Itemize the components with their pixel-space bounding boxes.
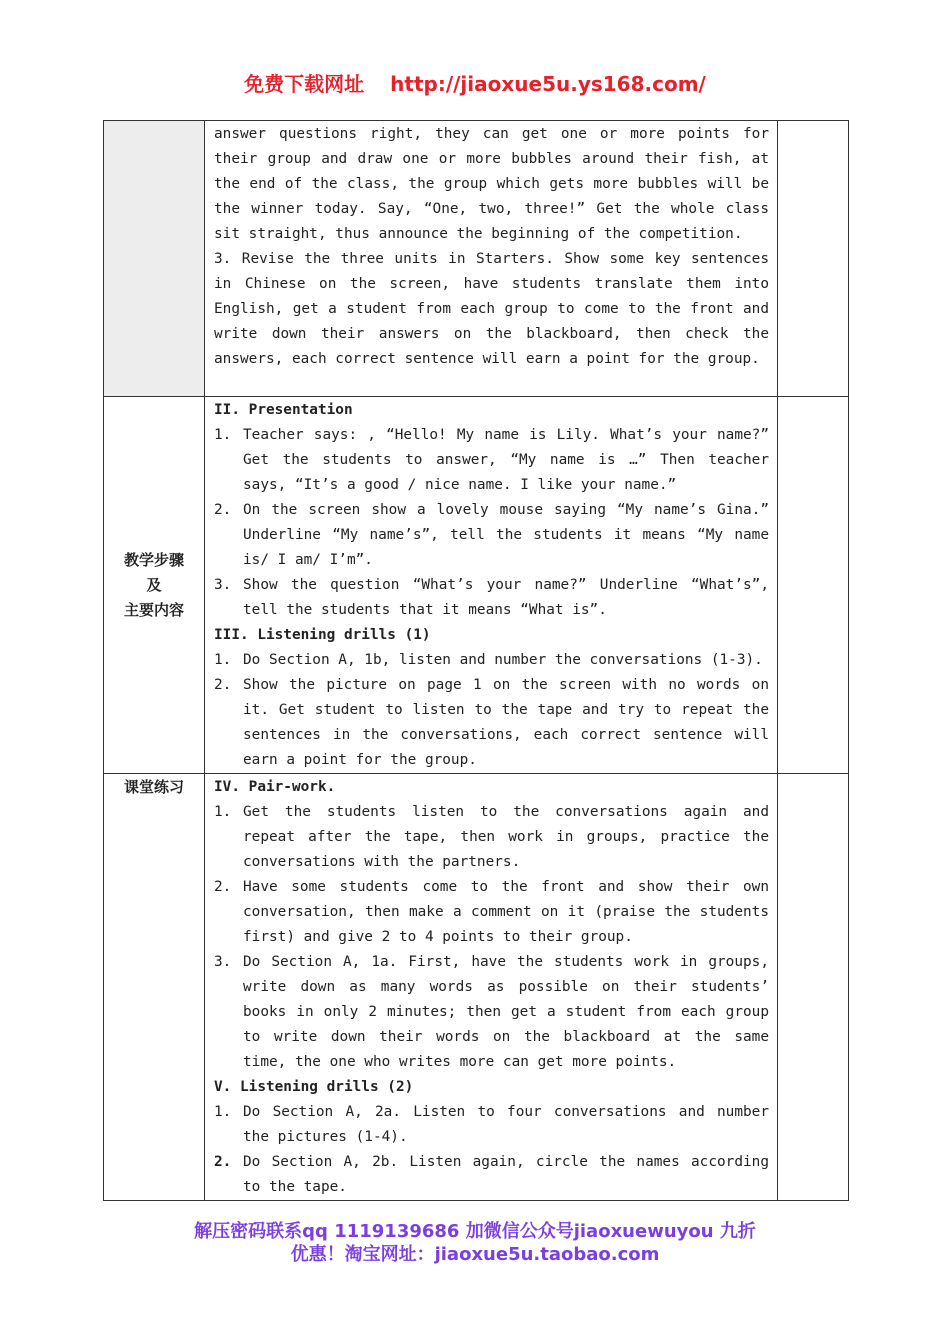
item-number: 3. <box>214 577 232 593</box>
item-text: Teacher says: , “Hello! My name is Lily. What’s your name?” Get the students to answer, “My name is …” Then teacher says, “It’s a good / nice name. I like your name.” <box>243 427 769 493</box>
notes-cell <box>778 774 849 1201</box>
list-item <box>214 1100 769 1150</box>
item-number: 3. <box>214 954 232 970</box>
item-text: Have some students come to the front and show their own conversation, then make a comment on it (praise the students first) and give 2 to 4 points to their group. <box>243 879 769 945</box>
main-cell <box>205 397 778 774</box>
item-text: Show the question “What’s your name?” Underline “What’s”, tell the students that it means “What is”. <box>243 577 769 618</box>
item-text: Do Section A, 1b, listen and number the conversations (1-3). <box>243 652 763 668</box>
item-text: Show the picture on page 1 on the screen with no words on it. Get student to listen to the tape and try to repeat the sentences in the conversations, each correct sentence will earn a point for the group. <box>243 677 769 768</box>
list-item <box>214 800 769 875</box>
table-row <box>104 774 849 1201</box>
header-label: 免费下载网址 <box>244 72 365 96</box>
section-heading: IV. Pair-work. <box>214 779 336 795</box>
section-label-line: 教学步骤 <box>123 550 184 569</box>
item-number: 1. <box>214 804 232 820</box>
table-row <box>104 397 849 774</box>
page-header <box>0 68 950 97</box>
header-url-link[interactable]: http://jiaoxue5u.ys168.com/ <box>390 72 706 96</box>
list-item <box>214 1150 769 1200</box>
notes-cell <box>778 121 849 397</box>
item-number: 1. <box>214 427 232 443</box>
item-number: 1. <box>214 652 232 668</box>
lesson-plan-table <box>103 120 849 1201</box>
section-heading: V. Listening drills (2) <box>214 1079 414 1095</box>
item-number: 2. <box>214 1154 232 1170</box>
section-label <box>104 548 204 623</box>
item-number: 2. <box>214 677 232 693</box>
table-row <box>104 121 849 397</box>
section-heading: II. Presentation <box>214 402 353 418</box>
item-text: Do Section A, 2b. Listen again, circle the names according to the tape. <box>243 1154 769 1195</box>
list-item <box>214 875 769 950</box>
item-number: 2. <box>214 879 232 895</box>
item-number: 1. <box>214 1104 232 1120</box>
list-item <box>214 673 769 773</box>
list-item <box>214 950 769 1075</box>
paragraph: answer questions right, they can get one or more points for their group and draw one or more bubbles around their fish, at the end of the class, the group which gets more bubbles will be the winner today. Say, “One, two, three!” Get the whole class sit straight, thus announce the beginning of the competition. <box>214 126 769 242</box>
list-item <box>214 573 769 623</box>
footer-line[interactable]: 优惠！淘宝网址：jiaoxue5u.taobao.com <box>290 1244 660 1265</box>
list-item <box>214 648 769 673</box>
list-item <box>214 423 769 498</box>
side-cell-empty <box>104 121 205 397</box>
item-text: On the screen show a lovely mouse saying “My name’s Gina.” Underline “My name’s”, tell the students it means “My name is/ I am/ I’m”. <box>243 502 769 568</box>
section-label-line: 及 <box>146 575 162 594</box>
side-cell <box>104 397 205 774</box>
section-heading: III. Listening drills (1) <box>214 627 431 643</box>
item-text: Get the students listen to the conversations again and repeat after the tape, then work in groups, practice the conversations with the partners. <box>243 804 769 870</box>
list-item <box>214 498 769 573</box>
section-label-line: 主要内容 <box>123 600 184 619</box>
item-number: 2. <box>214 502 232 518</box>
paragraph: 3. Revise the three units in Starters. Show some key sentences in Chinese on the screen, have students translate them into English, get a student from each group to come to the front and write down their answers on the blackboard, then check the answers, each correct sentence will earn a point for the group. <box>214 251 769 367</box>
main-cell <box>205 774 778 1201</box>
notes-cell <box>778 397 849 774</box>
item-text: Do Section A, 2a. Listen to four conversations and number the pictures (1-4). <box>243 1104 769 1145</box>
main-cell <box>205 121 778 397</box>
item-text: Do Section A, 1a. First, have the students work in groups, write down as many words as possible on their students’ books in only 2 minutes; then get a student from each group to write down their words on the blackboard at the same time, the one who writes more can get more points. <box>243 954 769 1070</box>
side-cell <box>104 774 205 1201</box>
section-label: 课堂练习 <box>123 778 184 796</box>
footer-line: 解压密码联系qq 1119139686 加微信公众号jiaoxuewuyou 九折 <box>194 1221 756 1242</box>
page-footer <box>0 1220 950 1266</box>
